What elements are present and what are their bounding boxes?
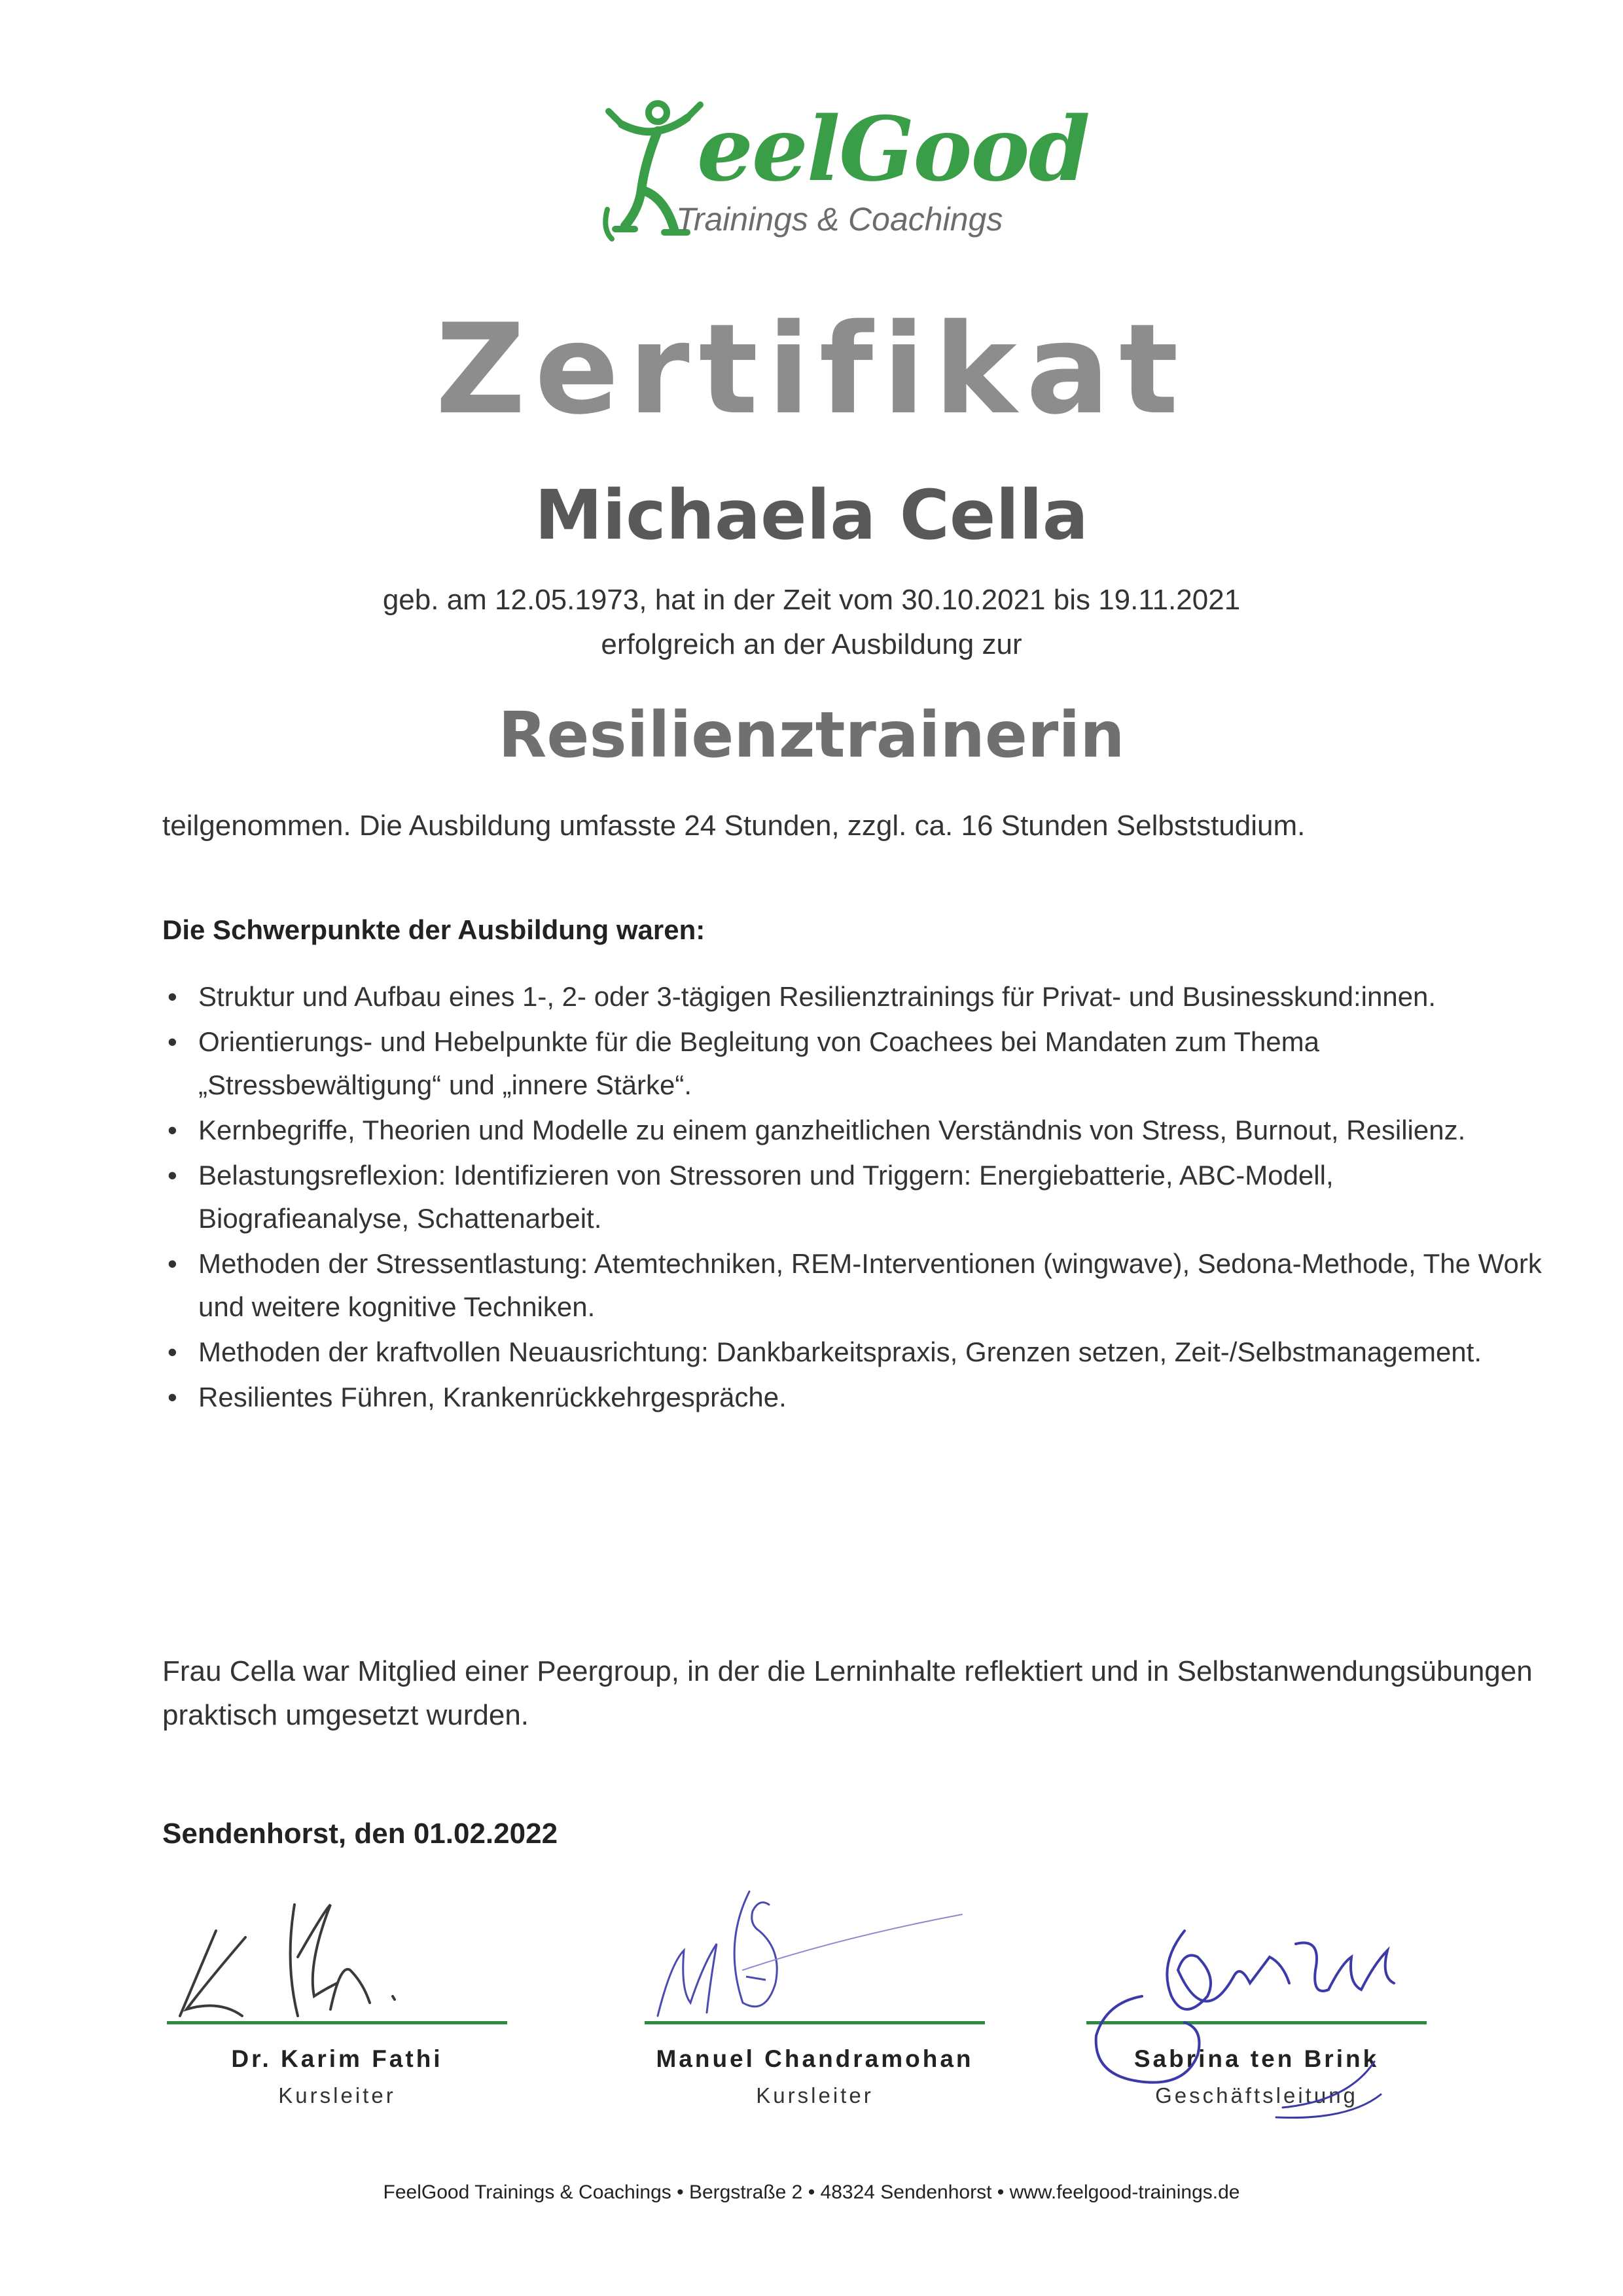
feelgood-logo xyxy=(596,97,1089,255)
peergroup-text: Frau Cella war Mitglied einer Peergroup, in der die Lerninhalte reflektiert und in Selbstanwendungsübungen praktisch umgesetzt wurden. xyxy=(162,1655,1533,1731)
list-item-text: Kernbegriffe, Theorien und Modelle zu einem ganzheitlichen Verständnis von Stress, Burnout, Resilienz. xyxy=(198,1115,1466,1145)
handwritten-signature-icon xyxy=(167,1885,507,2036)
list-item xyxy=(162,1376,1543,1419)
signer-name: Manuel Chandramohan xyxy=(656,2045,974,2072)
list-item xyxy=(162,1020,1543,1107)
footer-address: FeelGood Trainings & Coachings • Bergstraße 2 • 48324 Sendenhorst • www.feelgood-trainings.de xyxy=(383,2181,1240,2203)
list-item xyxy=(162,1242,1543,1329)
signature-line xyxy=(1086,2021,1427,2024)
signature-block-fathi xyxy=(167,1885,507,2127)
list-item xyxy=(162,1331,1543,1374)
recipient-name: Michaela Cella xyxy=(535,475,1088,555)
participation-text: teilgenommen. Die Ausbildung umfasste 24 Stunden, zzgl. ca. 16 Stunden Selbststudium. xyxy=(162,810,1306,842)
list-item xyxy=(162,1109,1543,1152)
list-item xyxy=(162,1154,1543,1240)
signature-block-chandramohan xyxy=(645,1885,985,2127)
list-item-text: Struktur und Aufbau eines 1-, 2- oder 3-tägigen Resilienztrainings für Privat- und Businesskund:innen. xyxy=(198,981,1436,1012)
bullet-icon: • xyxy=(168,1336,177,1367)
list-item-text: Methoden der kraftvollen Neuausrichtung: Dankbarkeitspraxis, Grenzen setzen, Zeit-/Selbstmanagement. xyxy=(198,1336,1482,1367)
birth-and-period-line: geb. am 12.05.1973, hat in der Zeit vom 30.10.2021 bis 19.11.2021 xyxy=(382,584,1241,616)
list-item xyxy=(162,975,1543,1018)
bullet-icon: • xyxy=(168,981,177,1012)
signer-name: Dr. Karim Fathi xyxy=(231,2045,443,2072)
bullet-icon: • xyxy=(168,1248,177,1279)
place-date: Sendenhorst, den 01.02.2022 xyxy=(162,1818,558,1850)
signer-role: Kursleiter xyxy=(278,2083,396,2108)
bullet-icon: • xyxy=(168,1160,177,1191)
list-item-text: Methoden der Stressentlastung: Atemtechniken, REM-Interventionen (wingwave), Sedona-Methode, The Work und weitere kognitive Techniken. xyxy=(198,1248,1542,1322)
course-title: Resilienztrainerin xyxy=(498,698,1125,772)
handwritten-signature-icon xyxy=(645,1885,985,2036)
focus-list xyxy=(162,975,1543,1421)
signature-line xyxy=(167,2021,507,2024)
signer-name: Sabrina ten Brink xyxy=(1133,2045,1380,2072)
signer-role: Geschäftsleitung xyxy=(1155,2083,1358,2108)
signature-line xyxy=(645,2021,985,2024)
focus-heading: Die Schwerpunkte der Ausbildung waren: xyxy=(162,914,705,945)
completion-line: erfolgreich an der Ausbildung zur xyxy=(601,628,1022,660)
logo-wordmark: eelGood xyxy=(697,97,1089,201)
signer-role: Kursleiter xyxy=(756,2083,874,2108)
bullet-icon: • xyxy=(168,1026,177,1057)
signature-block-tenbrink xyxy=(1086,1885,1427,2127)
list-item-text: Belastungsreflexion: Identifizieren von Stressoren und Triggern: Energiebatterie, ABC-Modell, Biografieanalyse, Schattenarbeit. xyxy=(198,1160,1334,1234)
bullet-icon: • xyxy=(168,1382,177,1412)
certificate-title: Zertifikat xyxy=(435,297,1188,442)
list-item-text: Resilientes Führen, Krankenrückkehrgespräche. xyxy=(198,1382,787,1412)
bullet-icon: • xyxy=(168,1115,177,1145)
list-item-text: Orientierungs- und Hebelpunkte für die Begleitung von Coachees bei Mandaten zum Thema „Stressbewältigung“ und „innere Stärke“. xyxy=(198,1026,1319,1100)
logo-subtitle: Trainings & Coachings xyxy=(676,201,1003,238)
